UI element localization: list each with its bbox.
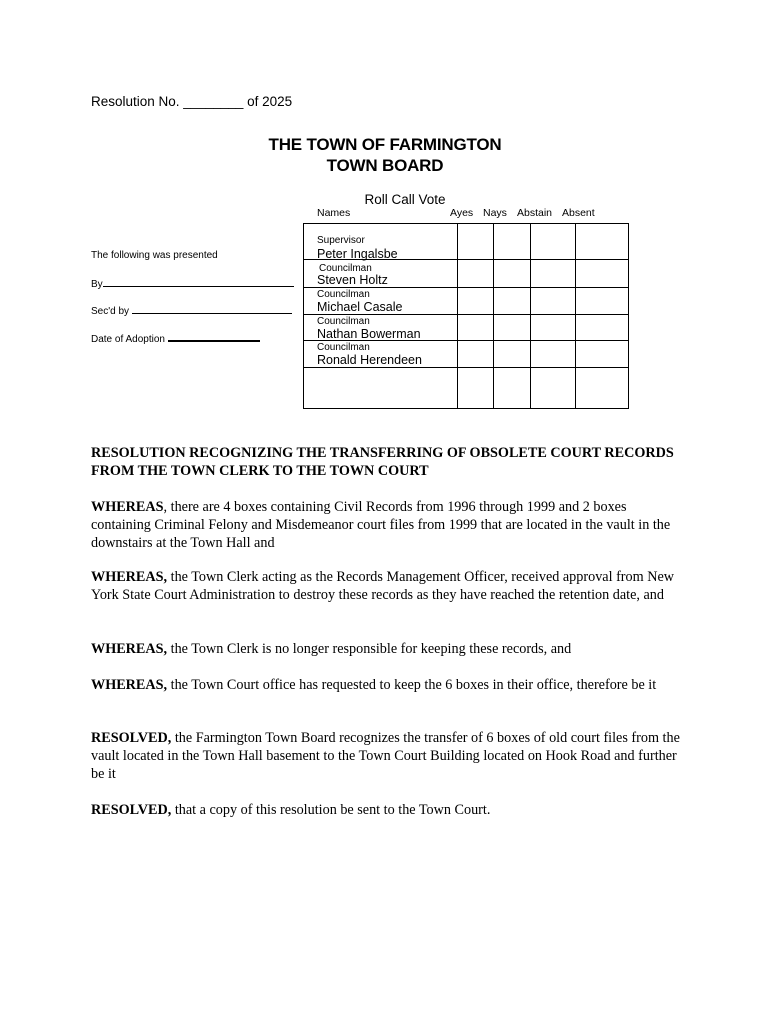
member-role: Councilman: [319, 263, 372, 274]
member-role: Councilman: [317, 316, 370, 327]
paragraph: [91, 568, 681, 604]
paragraph: [91, 640, 681, 658]
paragraph-lead: WHEREAS: [91, 499, 164, 515]
column-header-absent: Absent: [562, 207, 595, 219]
paragraph: [91, 498, 681, 552]
paragraph: [91, 801, 681, 819]
resolution-heading: RESOLUTION RECOGNIZING THE TRANSFERRING OF OBSOLETE COURT RECORDS FROM THE TOWN CLERK TO THE TOWN COURT: [91, 445, 674, 479]
paragraph-lead: RESOLVED,: [91, 730, 172, 746]
member-name: Peter Ingalsbe: [317, 247, 398, 261]
member-name: Ronald Herendeen: [317, 353, 422, 367]
column-header-ayes: Ayes: [450, 207, 474, 219]
page-title: THE TOWN OF FARMINGTON: [268, 135, 502, 154]
page-subtitle: TOWN BOARD: [326, 156, 444, 175]
by-label: By: [91, 279, 103, 290]
member-name: Michael Casale: [317, 300, 403, 314]
member-role: Councilman: [317, 342, 370, 353]
paragraph-lead: WHEREAS,: [91, 569, 168, 585]
paragraph-lead: RESOLVED,: [91, 802, 172, 818]
secd-by-label: Sec'd by: [91, 306, 130, 317]
paragraph-text: that a copy of this resolution be sent to the Town Court.: [171, 802, 491, 818]
paragraph-text: the Town Clerk is no longer responsible for keeping these records, and: [167, 641, 572, 657]
date-of-adoption-line: [168, 330, 260, 342]
paragraph-text: the Farmington Town Board recognizes the transfer of 6 boxes of old court files from the vault located in the Town Hall basement to the Town Court Building located on Hook Road and further be it: [91, 730, 680, 782]
member-name: Steven Holtz: [317, 273, 388, 287]
paragraph: [91, 676, 681, 694]
paragraph-text: , there are 4 boxes containing Civil Records from 1996 through 1999 and 2 boxes containing Criminal Felony and Misdemeanor court files from 1999 that are located in the vault in the downstairs at the Town Hall and: [91, 499, 671, 551]
presented-label: The following was presented: [91, 250, 218, 261]
paragraph-text: the Town Court office has requested to keep the 6 boxes in their office, therefore be it: [167, 677, 657, 693]
roll-call-title: Roll Call Vote: [364, 192, 446, 207]
paragraph-lead: WHEREAS,: [91, 641, 168, 657]
member-name: Nathan Bowerman: [317, 327, 421, 341]
member-role: Councilman: [317, 289, 370, 300]
paragraph-text: the Town Clerk acting as the Records Management Officer, received approval from New York State Court Administration to destroy these records as they have reached the retention date, and: [91, 569, 674, 603]
secd-by-line: [132, 303, 292, 314]
column-header-nays: Nays: [483, 207, 507, 219]
secd-by-field: [91, 303, 292, 317]
paragraph-lead: WHEREAS,: [91, 677, 168, 693]
column-header-names: Names: [317, 207, 351, 219]
by-field: [91, 276, 294, 290]
date-of-adoption-label: Date of Adoption: [91, 334, 165, 345]
member-role: Supervisor: [317, 235, 365, 246]
by-line: [103, 276, 294, 287]
column-header-abstain: Abstain: [517, 207, 553, 219]
resolution-number: Resolution No. ________ of 2025: [91, 94, 293, 109]
paragraph: [91, 729, 681, 783]
date-of-adoption-field: [91, 330, 260, 345]
